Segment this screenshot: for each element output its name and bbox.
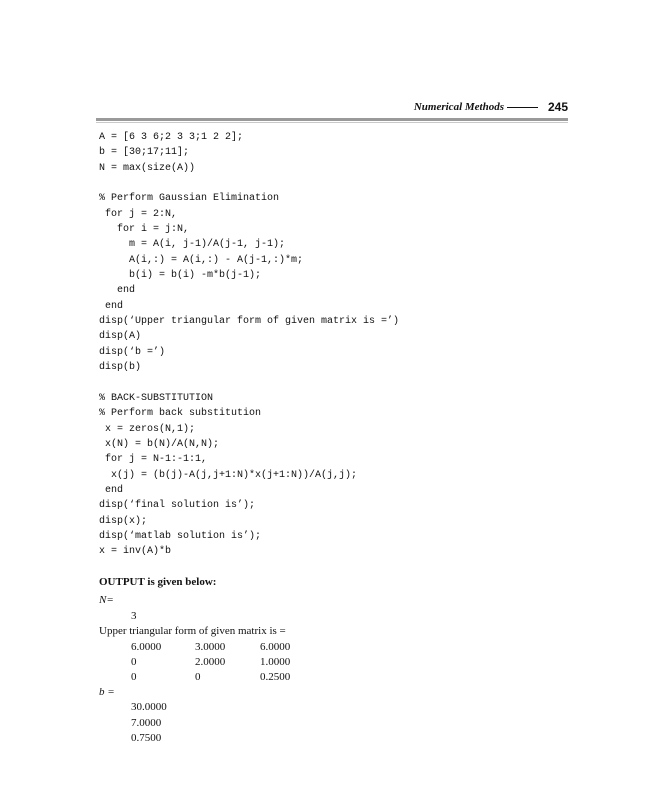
code-line: N = max(size(A)) (99, 162, 196, 174)
b-value: 30.0000 (131, 701, 167, 713)
n-label: N= (99, 594, 114, 606)
code-line: for j = N-1:-1:1, (99, 454, 208, 466)
header-dash (507, 107, 538, 108)
code-line: x = zeros(N,1); (99, 423, 196, 435)
code-line: x(j) = (b(j)-A(j,j+1:N)*x(j+1:N))/A(j,j); (99, 469, 358, 481)
code-line: disp(x); (99, 515, 148, 527)
code-line: A = [6 3 6;2 3 3;1 2 2]; (99, 132, 244, 143)
code-line: b(i) = b(i) -m*b(j-1); (99, 270, 262, 282)
code-line: x(N) = b(N)/A(N,N); (99, 438, 220, 450)
matrix-cell: 0 (131, 671, 137, 683)
code-line: b = [30;17;11]; (99, 147, 190, 159)
upper-triangular-caption: Upper triangular form of given matrix is = (99, 625, 286, 637)
page-number: 245 (547, 100, 568, 114)
code-line: disp(A) (99, 331, 142, 343)
running-title: Numerical Methods (413, 101, 504, 113)
code-line (99, 376, 569, 391)
code-line (99, 176, 569, 191)
code-line: % Perform Gaussian Elimination (99, 193, 280, 205)
code-line: end (99, 484, 124, 496)
matrix-cell: 0 (195, 671, 201, 683)
code-line: % Perform back substitution (99, 408, 262, 420)
matrix-cell: 6.0000 (131, 641, 162, 653)
matrix-cell: 2.0000 (195, 656, 226, 668)
running-head (96, 100, 568, 116)
code-line: disp(‘final solution is’); (99, 500, 256, 512)
matrix-cell: 0 (131, 656, 137, 668)
b-value: 0.7500 (131, 732, 162, 744)
code-line: % BACK-SUBSTITUTION (99, 392, 214, 404)
code-line: disp(‘matlab solution is’); (99, 530, 262, 542)
b-label: b = (99, 686, 115, 698)
b-value: 7.0000 (131, 717, 162, 729)
code-line: for i = j:N, (99, 224, 190, 236)
code-line: x = inv(A)*b (99, 546, 172, 558)
matrix-cell: 0.2500 (260, 671, 291, 683)
matrix-cell: 6.0000 (260, 641, 291, 653)
code-line: end (99, 300, 124, 312)
matlab-code-listing (99, 130, 569, 560)
matrix-cell: 3.0000 (195, 641, 226, 653)
code-line: for j = 2:N, (99, 208, 178, 220)
output-heading: OUTPUT is given below: (99, 576, 217, 588)
header-rule-thin (96, 122, 568, 123)
code-line: A(i,:) = A(i,:) - A(j-1,:)*m; (99, 254, 304, 266)
n-value: 3 (131, 610, 137, 622)
code-line: m = A(i, j-1)/A(j-1, j-1); (99, 239, 286, 251)
matrix-cell: 1.0000 (260, 656, 291, 668)
header-rule (96, 118, 568, 121)
code-line: disp(‘b =’) (99, 346, 166, 358)
code-line: disp(‘Upper triangular form of given matrix is =’) (99, 316, 400, 328)
code-line: disp(b) (99, 362, 142, 374)
code-line: end (99, 285, 136, 297)
